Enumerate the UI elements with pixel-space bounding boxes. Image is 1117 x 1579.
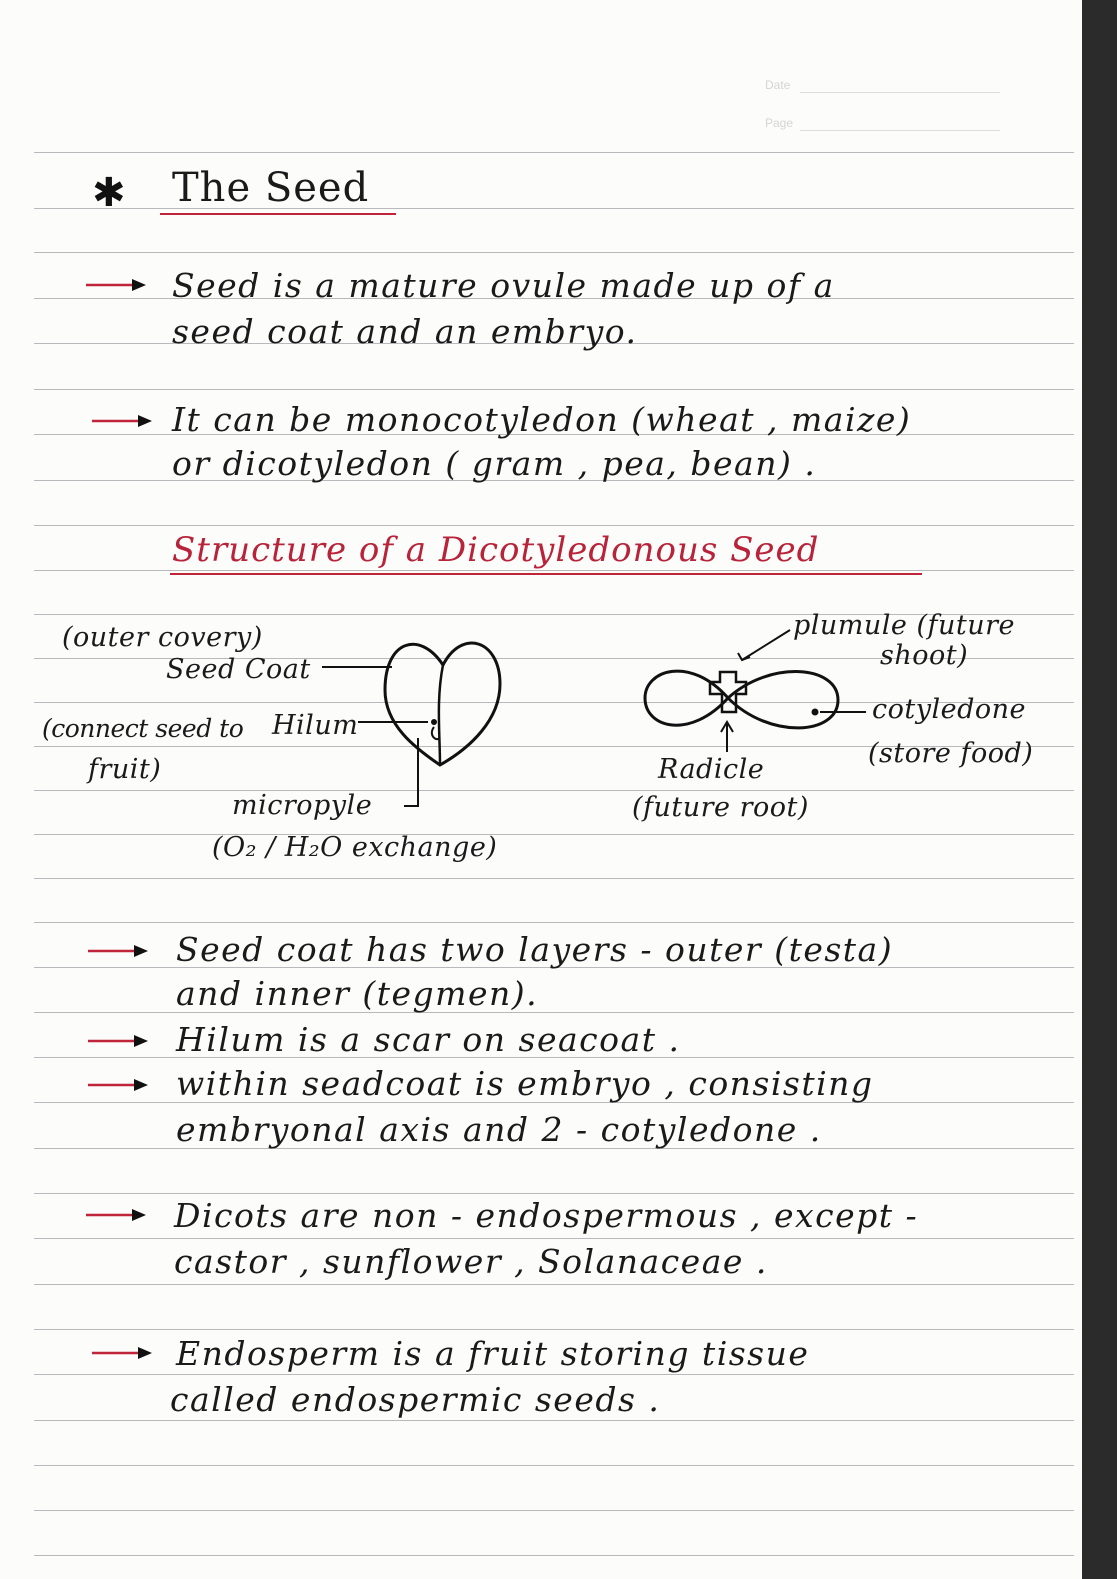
- asterisk-icon: ✱: [92, 170, 126, 216]
- intro-bullet-2-line1: It can be monocotyledon (wheat , maize): [172, 400, 912, 439]
- intro-bullet-2-line2: or dicotyledon ( gram , pea, bean) .: [172, 444, 817, 483]
- intro-bullet-1-line1: Seed is a mature ovule made up of a: [172, 266, 835, 305]
- bullet-4-line1: Dicots are non - endospermous , except -: [174, 1196, 919, 1235]
- seed-ridge: [439, 665, 443, 765]
- label-exchange: (O₂ / H₂O exchange): [212, 832, 498, 863]
- plumule-leader: [742, 630, 790, 660]
- cotyledon-dot: [812, 709, 819, 716]
- bullet-2-line1: Hilum is a scar on seacoat .: [176, 1020, 681, 1059]
- bullet-3-line2: embryonal axis and 2 - cotyledone .: [176, 1110, 822, 1149]
- intro-bullet-1-line2: seed coat and an embryo.: [172, 312, 638, 351]
- ruled-line: [34, 1238, 1074, 1239]
- label-fruit: fruit): [88, 754, 162, 785]
- bullet-4-line2: castor , sunflower , Solanaceae .: [174, 1242, 768, 1281]
- arrow-icon: [86, 1208, 148, 1222]
- label-outer-covery: (outer covery): [62, 622, 263, 653]
- label-hilum: Hilum: [272, 710, 359, 741]
- date-label: Date: [765, 78, 791, 92]
- label-shoot: shoot): [880, 640, 969, 671]
- label-micropyle: micropyle: [232, 790, 373, 821]
- diagram-heading: Structure of a Dicotyledonous Seed: [172, 530, 820, 570]
- embryo-axis: [710, 672, 746, 712]
- bullet-1-line1: Seed coat has two layers - outer (testa): [176, 930, 894, 969]
- ruled-line: [34, 1420, 1074, 1421]
- arrow-icon: [88, 944, 150, 958]
- arrow-icon: [92, 1346, 154, 1360]
- ruled-line: [34, 1465, 1074, 1466]
- ruled-line: [34, 1555, 1074, 1556]
- hilum-dot: [431, 719, 437, 725]
- seed-outline: [385, 643, 500, 765]
- label-seed-coat: Seed Coat: [166, 654, 311, 685]
- page-label: Page: [765, 116, 794, 130]
- ruled-line: [34, 922, 1074, 923]
- label-radicle: Radicle: [658, 754, 765, 785]
- bullet-1-line2: and inner (tegmen).: [176, 974, 539, 1013]
- ruled-line: [34, 1193, 1074, 1194]
- bullet-5-line2: called endospermic seeds .: [170, 1380, 661, 1419]
- label-connect-seed: (connect seed to: [42, 714, 244, 743]
- cotyledon-left: [645, 671, 728, 725]
- ruled-line: [34, 1284, 1074, 1285]
- label-store-food: (store food): [868, 738, 1034, 769]
- label-cotyledone: cotyledone: [872, 694, 1027, 725]
- arrow-icon: [88, 1034, 150, 1048]
- page-title: The Seed: [172, 165, 370, 211]
- ruled-line: [34, 1329, 1074, 1330]
- ruled-line: [34, 1374, 1074, 1375]
- bullet-5-line1: Endosperm is a fruit storing tissue: [176, 1334, 810, 1373]
- arrow-icon: [88, 1078, 150, 1092]
- cotyledon-right: [728, 672, 838, 728]
- ruled-line: [34, 1510, 1074, 1511]
- label-plumule: plumule (future: [793, 610, 1016, 641]
- label-future-root: (future root): [632, 792, 809, 823]
- bullet-3-line1: within seadcoat is embryo , consisting: [176, 1064, 874, 1103]
